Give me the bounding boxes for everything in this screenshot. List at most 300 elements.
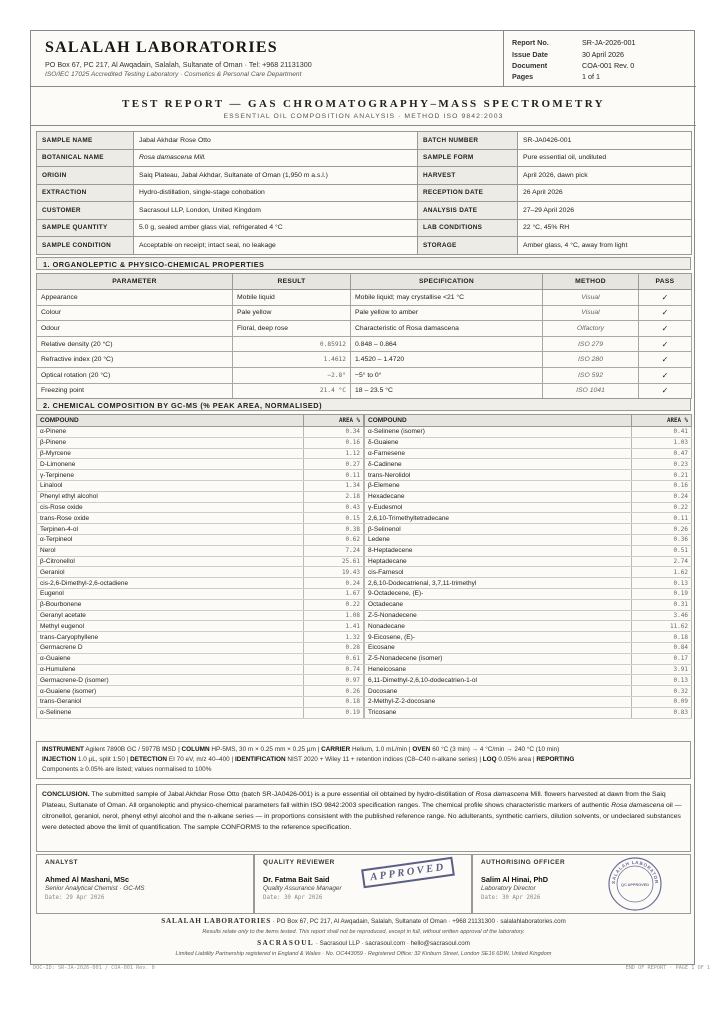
compound-row bbox=[365, 642, 692, 653]
sample-field-value: 22 °C, 45% RH bbox=[518, 219, 692, 237]
compound-row bbox=[365, 437, 692, 448]
instrument-value: Agilent 7890B GC / 5977B MSD bbox=[85, 746, 177, 753]
meta-row bbox=[512, 71, 688, 82]
meta-row bbox=[512, 37, 688, 48]
parameter-cell: Appearance bbox=[37, 290, 233, 306]
signature-position: Quality Assurance Manager bbox=[263, 885, 342, 892]
compound-row bbox=[365, 491, 692, 502]
compound-row bbox=[365, 480, 692, 491]
compound-row bbox=[365, 427, 692, 438]
instrument-value: 0.05% area bbox=[498, 756, 532, 764]
props-row bbox=[37, 367, 692, 383]
sample-field-label: SAMPLE CONDITION bbox=[37, 237, 134, 255]
footer-client-contact: · Sacrasoul LLP · sacrasoul.com · hello@sacrasoul.com bbox=[315, 940, 470, 947]
result-cell: Mobile liquid bbox=[233, 290, 351, 306]
compound-area: 0.61 bbox=[304, 653, 364, 664]
compound-area: 0.13 bbox=[632, 675, 692, 686]
props-column-header: METHOD bbox=[543, 274, 639, 290]
lab-seal-icon bbox=[607, 856, 663, 912]
report-header bbox=[31, 31, 696, 87]
meta-key: Report No. bbox=[512, 38, 549, 48]
area-header: AREA % bbox=[632, 415, 692, 427]
compound-area: 0.23 bbox=[632, 459, 692, 470]
result-cell: Floral, deep rose bbox=[233, 321, 351, 337]
compound-area: 0.41 bbox=[632, 427, 692, 438]
compound-name: trans-Nerolidol bbox=[365, 470, 632, 481]
specification-cell: Characteristic of Rosa damascena bbox=[351, 321, 543, 337]
compound-row bbox=[37, 588, 364, 599]
compound-name: 2-Methyl-Z-2-docosane bbox=[365, 696, 632, 707]
compound-name: 6,11-Dimethyl-2,6,10-dodecatrien-1-ol bbox=[365, 675, 632, 686]
compound-name: cis-Rose oxide bbox=[37, 502, 304, 513]
signature-role: ANALYST bbox=[45, 859, 79, 866]
compound-area: 0.38 bbox=[304, 524, 364, 535]
conclusion-text-3: oil — citronellol, geraniol, nerol, phenyl ethyl alcohol and the n-alkane series — in proportions consistent with the published reference range. No adulterants, synthetic carriers, dilution solvents, or undeclared substances were detected above the limit of quantification. The sample CONFORMS to the reference specification. bbox=[42, 802, 682, 831]
sample-field-label: BATCH NUMBER bbox=[418, 132, 518, 150]
compound-area: 0.84 bbox=[632, 642, 692, 653]
compound-name: δ-Cadinene bbox=[365, 459, 632, 470]
sample-row bbox=[37, 132, 692, 150]
compound-name: Z-5-Nonadecene (isomer) bbox=[365, 653, 632, 664]
compound-name: γ-Terpinene bbox=[37, 470, 304, 481]
footer-lab-name: SALALAH LABORATORIES bbox=[161, 917, 272, 925]
compound-name: cis-Farnesol bbox=[365, 567, 632, 578]
conclusion-species-1: Rosa damascena bbox=[475, 791, 529, 798]
compound-row bbox=[37, 437, 364, 448]
result-cell: 21.4 °C bbox=[233, 383, 351, 399]
meta-value: COA-001 Rev. 0 bbox=[582, 60, 635, 70]
compound-name: Germacrene D bbox=[37, 642, 304, 653]
compound-row bbox=[37, 491, 364, 502]
compound-row bbox=[37, 480, 364, 491]
compound-area: 0.83 bbox=[632, 707, 692, 718]
compound-area: 3.91 bbox=[632, 664, 692, 675]
compound-row bbox=[365, 459, 692, 470]
compound-area: 0.18 bbox=[632, 632, 692, 643]
result-cell: −2.8° bbox=[233, 367, 351, 383]
instrument-line: INJECTION 1.0 µL, split 1:50 | DETECTION EI 70 eV, m/z 40–400 | IDENTIFICATION NIST 2020 + Wiley 11 + retention indices (C8–C40 n-alkane series) | LOQ 0.05% area | REPORTING bbox=[42, 756, 575, 764]
pass-check-icon: ✓ bbox=[639, 352, 692, 368]
sample-field-value: April 2026, dawn pick bbox=[518, 167, 692, 185]
compound-name: β-Citronellol bbox=[37, 556, 304, 567]
sample-field-value: 27–29 April 2026 bbox=[518, 202, 692, 220]
compound-row bbox=[37, 545, 364, 556]
instrument-key: COLUMN bbox=[181, 746, 210, 753]
instrument-block bbox=[36, 741, 691, 779]
compound-area: 0.74 bbox=[304, 664, 364, 675]
signature-date: Date: 29 Apr 2026 bbox=[45, 895, 105, 901]
compound-row bbox=[37, 707, 364, 718]
sample-field-value: Sacrasoul LLP, London, United Kingdom bbox=[134, 202, 418, 220]
sample-row bbox=[37, 202, 692, 220]
compound-area: 19.43 bbox=[304, 567, 364, 578]
compound-row bbox=[37, 470, 364, 481]
svg-text:SALALAH LABORATORIES bbox=[607, 856, 659, 884]
compound-name: β-Pinene bbox=[37, 437, 304, 448]
instrument-value: 60 °C (3 min) → 4 °C/min → 240 °C (10 min) bbox=[432, 746, 560, 753]
footer-lab-note: Results relate only to the items tested. This report shall not be reproduced, except in full, without written approval of the laboratory. bbox=[202, 929, 525, 935]
method-cell: ISO 592 bbox=[543, 367, 639, 383]
props-column-header: RESULT bbox=[233, 274, 351, 290]
compound-area: 3.46 bbox=[632, 610, 692, 621]
composition-table-right bbox=[364, 414, 692, 719]
sample-field-value: Saiq Plateau, Jabal Akhdar, Sultanate of Oman (1,950 m a.s.l.) bbox=[134, 167, 418, 185]
compound-name: Linalool bbox=[37, 480, 304, 491]
sample-field-label: RECEPTION DATE bbox=[418, 184, 518, 202]
specification-cell: Pale yellow to amber bbox=[351, 305, 543, 321]
compound-row bbox=[365, 578, 692, 589]
meta-value: 1 of 1 bbox=[582, 72, 600, 82]
section-2-heading: 2. CHEMICAL COMPOSITION BY GC-MS (% PEAK AREA, NORMALISED) bbox=[36, 398, 691, 411]
compound-row bbox=[365, 632, 692, 643]
compound-row bbox=[365, 502, 692, 513]
instrument-key: INSTRUMENT bbox=[42, 746, 84, 753]
compound-name: Octadecane bbox=[365, 599, 632, 610]
compound-area: 0.22 bbox=[304, 599, 364, 610]
props-column-header: PARAMETER bbox=[37, 274, 233, 290]
instrument-key: OVEN bbox=[412, 746, 431, 753]
compound-area: 1.41 bbox=[304, 621, 364, 632]
compound-area: 0.27 bbox=[304, 459, 364, 470]
compound-area: 0.17 bbox=[632, 653, 692, 664]
method-cell: Visual bbox=[543, 305, 639, 321]
parameter-cell: Freezing point bbox=[37, 383, 233, 399]
pass-check-icon: ✓ bbox=[639, 367, 692, 383]
compound-name: Nonadecane bbox=[365, 621, 632, 632]
sample-row bbox=[37, 167, 692, 185]
props-row bbox=[37, 383, 692, 399]
meta-row bbox=[512, 48, 688, 59]
pass-check-icon: ✓ bbox=[639, 305, 692, 321]
compound-row bbox=[365, 686, 692, 697]
compound-area: 0.47 bbox=[632, 448, 692, 459]
compound-row bbox=[365, 599, 692, 610]
compound-name: α-Terpineol bbox=[37, 534, 304, 545]
specification-cell: −5° to 0° bbox=[351, 367, 543, 383]
signature-name: Salim Al Hinai, PhD bbox=[481, 875, 549, 884]
compound-name: Methyl eugenol bbox=[37, 621, 304, 632]
compound-area: 0.18 bbox=[304, 696, 364, 707]
compound-area: 0.26 bbox=[632, 524, 692, 535]
composition-table-left bbox=[36, 414, 364, 719]
result-cell: 1.4612 bbox=[233, 352, 351, 368]
compound-name: α-Farnesene bbox=[365, 448, 632, 459]
compound-area: 1.03 bbox=[632, 437, 692, 448]
sample-field-value: SR-JA0426-001 bbox=[518, 132, 692, 150]
compound-area: 0.24 bbox=[304, 578, 364, 589]
pass-check-icon: ✓ bbox=[639, 290, 692, 306]
sample-row bbox=[37, 219, 692, 237]
compound-name: β-Myrcene bbox=[37, 448, 304, 459]
meta-value: SR-JA-2026-001 bbox=[582, 38, 636, 48]
compound-area: 0.43 bbox=[304, 502, 364, 513]
compound-row bbox=[365, 470, 692, 481]
compound-row bbox=[37, 599, 364, 610]
parameter-cell: Odour bbox=[37, 321, 233, 337]
sample-field-value: Amber glass, 4 °C, away from light bbox=[518, 237, 692, 255]
compound-header: COMPOUND bbox=[365, 415, 632, 427]
sample-row bbox=[37, 149, 692, 167]
sample-field-value: 5.0 g, sealed amber glass vial, refrigerated 4 °C bbox=[134, 219, 418, 237]
sample-field-value: Hydro-distillation, single-stage cohobation bbox=[134, 184, 418, 202]
signature-name: Dr. Fatma Bait Said bbox=[263, 875, 330, 884]
compound-area: 1.12 bbox=[304, 448, 364, 459]
sample-row bbox=[37, 237, 692, 255]
pass-check-icon: ✓ bbox=[639, 321, 692, 337]
sample-field-value: 26 April 2026 bbox=[518, 184, 692, 202]
compound-name: Heptadecane bbox=[365, 556, 632, 567]
instrument-key: REPORTING bbox=[536, 756, 575, 764]
signature-reviewer bbox=[254, 854, 472, 914]
compound-area: 0.09 bbox=[632, 696, 692, 707]
compound-row bbox=[365, 696, 692, 707]
signature-role: QUALITY REVIEWER bbox=[263, 859, 335, 866]
compound-name: Geranyl acetate bbox=[37, 610, 304, 621]
compound-name: γ-Eudesmol bbox=[365, 502, 632, 513]
compound-row bbox=[37, 675, 364, 686]
props-row bbox=[37, 305, 692, 321]
compound-area: 1.62 bbox=[632, 567, 692, 578]
compound-name: α-Pinene bbox=[37, 427, 304, 438]
compound-row bbox=[37, 459, 364, 470]
instrument-value: Helium, 1.0 mL/min bbox=[352, 746, 408, 753]
end-of-report: END OF REPORT · PAGE 1 OF 1 bbox=[625, 965, 710, 971]
compound-area: 2.74 bbox=[632, 556, 692, 567]
compound-header: COMPOUND bbox=[37, 415, 304, 427]
specification-cell: 1.4520 – 1.4720 bbox=[351, 352, 543, 368]
sample-field-label: HARVEST bbox=[418, 167, 518, 185]
compound-name: Heneicosane bbox=[365, 664, 632, 675]
compound-area: 0.22 bbox=[632, 502, 692, 513]
compound-row bbox=[365, 448, 692, 459]
compound-row bbox=[365, 664, 692, 675]
compound-row bbox=[37, 664, 364, 675]
lab-address: PO Box 67, PC 217, Al Awqadain, Salalah, Sultanate of Oman · Tel: +968 21131300 bbox=[45, 60, 312, 69]
parameter-cell: Colour bbox=[37, 305, 233, 321]
sample-field-value: Rosa damascena Mill. bbox=[134, 149, 418, 167]
sample-field-label: CUSTOMER bbox=[37, 202, 134, 220]
compound-area: 0.15 bbox=[304, 513, 364, 524]
footer-client-note: Limited Liability Partnership registered in England & Wales · No. OC443059 · Registered Office: 32 Kinburn Street, London SE16 6DW, United Kingdom bbox=[175, 951, 552, 957]
compound-area: 0.16 bbox=[632, 480, 692, 491]
compound-area: 0.11 bbox=[632, 513, 692, 524]
compound-row bbox=[37, 448, 364, 459]
sample-field-label: SAMPLE FORM bbox=[418, 149, 518, 167]
compound-area: 0.62 bbox=[304, 534, 364, 545]
footer-client bbox=[36, 938, 691, 959]
instrument-value: EI 70 eV, m/z 40–400 bbox=[168, 756, 230, 764]
compound-name: Eugenol bbox=[37, 588, 304, 599]
props-row bbox=[37, 321, 692, 337]
compound-row bbox=[365, 707, 692, 718]
footer-client-name: SACRASOUL bbox=[257, 939, 315, 947]
compound-area: 7.24 bbox=[304, 545, 364, 556]
compound-area: 0.34 bbox=[304, 427, 364, 438]
sample-field-value: Jabal Akhdar Rose Otto bbox=[134, 132, 418, 150]
compound-name: α-Guaiene (isomer) bbox=[37, 686, 304, 697]
instrument-key: CARRIER bbox=[321, 746, 351, 753]
compound-row bbox=[365, 675, 692, 686]
section-1-heading: 1. ORGANOLEPTIC & PHYSICO-CHEMICAL PROPERTIES bbox=[36, 257, 691, 270]
compound-name: Eicosane bbox=[365, 642, 632, 653]
compound-name: 2,6,10-Dodecatrienal, 3,7,11-trimethyl bbox=[365, 578, 632, 589]
compound-area: 2.18 bbox=[304, 491, 364, 502]
compound-row bbox=[365, 567, 692, 578]
report-meta bbox=[503, 31, 696, 87]
pass-check-icon: ✓ bbox=[639, 383, 692, 399]
compound-name: β-Bourbonene bbox=[37, 599, 304, 610]
instrument-key: LOQ bbox=[482, 756, 497, 764]
compound-name: α-Selinene bbox=[37, 707, 304, 718]
compound-row bbox=[365, 524, 692, 535]
method-cell: ISO 279 bbox=[543, 336, 639, 352]
compound-name: Z-5-Nonadecene bbox=[365, 610, 632, 621]
compound-area: 0.51 bbox=[632, 545, 692, 556]
instrument-value: NIST 2020 + Wiley 11 + retention indices (C8–C40 n-alkane series) bbox=[287, 756, 478, 764]
compound-row bbox=[37, 427, 364, 438]
seal-text: SALALAH LABORATOR bbox=[610, 859, 660, 885]
method-cell: Visual bbox=[543, 290, 639, 306]
compound-row bbox=[365, 556, 692, 567]
pass-check-icon: ✓ bbox=[639, 336, 692, 352]
compound-name: Tricosane bbox=[365, 707, 632, 718]
sample-field-label: ORIGIN bbox=[37, 167, 134, 185]
title-block bbox=[31, 87, 696, 126]
sample-field-label: EXTRACTION bbox=[37, 184, 134, 202]
compound-area: 0.97 bbox=[304, 675, 364, 686]
compound-area: 11.62 bbox=[632, 621, 692, 632]
method-cell: ISO 1041 bbox=[543, 383, 639, 399]
sample-info-table bbox=[36, 131, 692, 255]
sample-field-label: ANALYSIS DATE bbox=[418, 202, 518, 220]
compound-area: 0.31 bbox=[632, 599, 692, 610]
parameter-cell: Refractive index (20 °C) bbox=[37, 352, 233, 368]
compound-name: α-Guaiene bbox=[37, 653, 304, 664]
compound-area: 0.21 bbox=[632, 470, 692, 481]
meta-key: Issue Date bbox=[512, 49, 548, 59]
compound-row bbox=[365, 588, 692, 599]
compound-row bbox=[37, 556, 364, 567]
compound-row bbox=[37, 696, 364, 707]
compound-row bbox=[365, 534, 692, 545]
compound-area: 0.28 bbox=[304, 642, 364, 653]
result-cell: 0.85912 bbox=[233, 336, 351, 352]
report-title: TEST REPORT — GAS CHROMATOGRAPHY–MASS SPECTROMETRY bbox=[122, 98, 605, 110]
instrument-value: HP-5MS, 30 m × 0.25 mm × 0.25 µm bbox=[211, 746, 316, 753]
instrument-key: IDENTIFICATION bbox=[234, 756, 286, 764]
props-row bbox=[37, 352, 692, 368]
compound-name: Terpinen-4-ol bbox=[37, 524, 304, 535]
sample-field-label: STORAGE bbox=[418, 237, 518, 255]
compound-row bbox=[37, 621, 364, 632]
conclusion-species-2: Rosa damascena bbox=[611, 802, 665, 809]
signature-role: AUTHORISING OFFICER bbox=[481, 859, 566, 866]
sample-field-label: LAB CONDITIONS bbox=[418, 219, 518, 237]
props-column-header: PASS bbox=[639, 274, 692, 290]
compound-area: 0.24 bbox=[632, 491, 692, 502]
compound-row bbox=[37, 513, 364, 524]
conclusion-text-1: The submitted sample of Jabal Akhdar Rose Otto (batch SR-JA0426-001) is a pure essential oil obtained by hydro-distillation of bbox=[91, 791, 474, 798]
sample-field-label: SAMPLE QUANTITY bbox=[37, 219, 134, 237]
signature-date: Date: 30 Apr 2026 bbox=[481, 895, 541, 901]
sample-field-label: SAMPLE NAME bbox=[37, 132, 134, 150]
compound-name: β-Elemene bbox=[365, 480, 632, 491]
compound-name: Ledene bbox=[365, 534, 632, 545]
signature-date: Date: 30 Apr 2026 bbox=[263, 895, 323, 901]
conclusion-block bbox=[36, 784, 691, 852]
compound-row bbox=[37, 567, 364, 578]
compound-row bbox=[365, 653, 692, 664]
signature-analyst bbox=[36, 854, 254, 914]
report-subtitle: ESSENTIAL OIL COMPOSITION ANALYSIS · METHOD ISO 9842:2003 bbox=[223, 113, 504, 120]
sample-field-label: BOTANICAL NAME bbox=[37, 149, 134, 167]
signature-name: Ahmed Al Mashani, MSc bbox=[45, 875, 130, 884]
footer-lab-contact: · PO Box 67, PC 217, Al Awqadain, Salalah, Sultanate of Oman · +968 21131300 · salalahlaboratories.com bbox=[272, 918, 566, 925]
specification-cell: 18 – 23.5 °C bbox=[351, 383, 543, 399]
lab-name: SALALAH LABORATORIES bbox=[45, 39, 278, 56]
props-row bbox=[37, 290, 692, 306]
compound-row bbox=[37, 653, 364, 664]
compound-name: trans-Geraniol bbox=[37, 696, 304, 707]
compound-name: Germacrene-D (isomer) bbox=[37, 675, 304, 686]
compound-name: 9-Octadecene, (E)- bbox=[365, 588, 632, 599]
specification-cell: 0.848 – 0.864 bbox=[351, 336, 543, 352]
compound-row bbox=[37, 502, 364, 513]
compound-name: Nerol bbox=[37, 545, 304, 556]
compound-row bbox=[37, 534, 364, 545]
props-row bbox=[37, 336, 692, 352]
compound-name: α-Humulene bbox=[37, 664, 304, 675]
compound-area: 0.13 bbox=[632, 578, 692, 589]
compound-name: α-Selinene (isomer) bbox=[365, 427, 632, 438]
seal-inner-text: QC APPROVED bbox=[621, 883, 649, 887]
compound-area: 1.32 bbox=[304, 632, 364, 643]
instrument-value: 1.0 µL, split 1:50 bbox=[77, 756, 125, 764]
conclusion-label: CONCLUSION. bbox=[42, 791, 90, 798]
meta-key: Document bbox=[512, 60, 548, 70]
compound-area: 1.08 bbox=[304, 610, 364, 621]
compound-row bbox=[37, 686, 364, 697]
compound-row bbox=[365, 513, 692, 524]
meta-key: Pages bbox=[512, 72, 534, 82]
area-header: AREA % bbox=[304, 415, 364, 427]
compound-row bbox=[365, 545, 692, 556]
compound-area: 0.19 bbox=[632, 588, 692, 599]
instrument-line: INSTRUMENT Agilent 7890B GC / 5977B MSD | COLUMN HP-5MS, 30 m × 0.25 mm × 0.25 µm | CARRIER Helium, 1.0 mL/min | OVEN 60 °C (3 min) → 4 °C/min → 240 °C (10 min) bbox=[42, 746, 560, 753]
compound-area: 1.34 bbox=[304, 480, 364, 491]
doc-id: DOC-ID: SR-JA-2026-001 / COA-001 Rev. 0 bbox=[33, 965, 155, 971]
approved-stamp: APPROVED bbox=[361, 857, 455, 889]
sample-field-value: Pure essential oil, undiluted bbox=[518, 149, 692, 167]
compound-name: Geraniol bbox=[37, 567, 304, 578]
compound-name: 9-Eicosene, (E)- bbox=[365, 632, 632, 643]
compound-name: 2,6,10-Trimethyltetradecane bbox=[365, 513, 632, 524]
report-sheet bbox=[30, 30, 695, 965]
compound-row bbox=[365, 610, 692, 621]
signature-position: Senior Analytical Chemist · GC-MS bbox=[45, 885, 145, 892]
reporting-note: Components ≥ 0.05% are listed; values normalised to 100% bbox=[42, 766, 212, 774]
parameter-cell: Optical rotation (20 °C) bbox=[37, 367, 233, 383]
method-cell: Olfactory bbox=[543, 321, 639, 337]
result-cell: Pale yellow bbox=[233, 305, 351, 321]
lab-accreditation: ISO/IEC 17025 Accredited Testing Laboratory · Cosmetics & Personal Care Department bbox=[45, 71, 302, 78]
compound-name: Docosane bbox=[365, 686, 632, 697]
footer-lab bbox=[36, 916, 691, 937]
props-column-header: SPECIFICATION bbox=[351, 274, 543, 290]
signature-officer bbox=[472, 854, 691, 914]
compound-row bbox=[37, 578, 364, 589]
compound-area: 0.19 bbox=[304, 707, 364, 718]
